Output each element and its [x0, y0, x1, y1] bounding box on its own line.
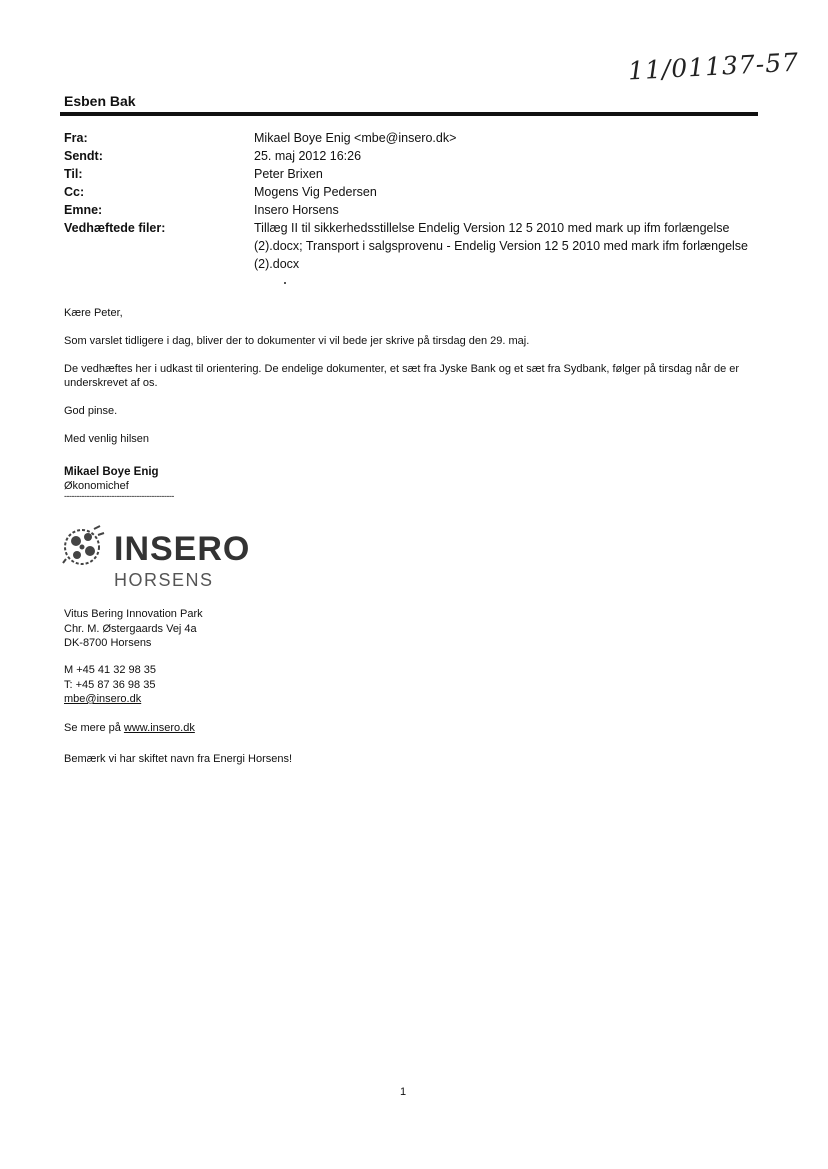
- header-value: Mogens Vig Pedersen: [254, 185, 377, 199]
- address-line: Vitus Bering Innovation Park: [64, 608, 203, 620]
- header-sent: [64, 147, 754, 165]
- mailbox-owner: Esben Bak: [64, 93, 136, 109]
- email-link[interactable]: mbe@insero.dk: [64, 693, 142, 705]
- signature-title: Økonomichef: [64, 480, 129, 492]
- header-label: Vedhæftede filer:: [64, 221, 166, 235]
- header-label: Sendt:: [64, 149, 103, 163]
- header-label: Fra:: [64, 131, 88, 145]
- header-value: Mikael Boye Enig <mbe@insero.dk>: [254, 131, 457, 145]
- header-label: Til:: [64, 167, 83, 181]
- handwritten-case-number: 11/01137-57: [627, 47, 800, 86]
- page-number: 1: [400, 1086, 407, 1098]
- website-prefix: Se mere på: [64, 722, 124, 734]
- address-line: Chr. M. Østergaards Vej 4a: [64, 622, 197, 635]
- body-paragraph: De vedhæftes her i udkast til orientering. De endelige dokumenter, et sæt fra Jyske Bank og et sæt fra Sydbank, følger på tirsdag når de er underskrevet af os.: [64, 363, 740, 389]
- mobile-number: M +45 41 32 98 35: [64, 664, 157, 676]
- header-subject: [64, 201, 754, 219]
- header-value: 25. maj 2012 16:26: [254, 149, 362, 163]
- body-paragraph: God pinse.: [64, 405, 118, 417]
- rename-note: Bemærk vi har skiftet navn fra Energi Horsens!: [64, 753, 293, 765]
- logo-subtitle: HORSENS: [114, 570, 214, 590]
- email-body: [64, 306, 764, 460]
- scan-speck: [284, 282, 286, 284]
- header-cc: [64, 183, 754, 201]
- website-link[interactable]: www.insero.dk: [123, 722, 195, 734]
- insero-logo-icon: [60, 523, 108, 574]
- header-value: Peter Brixen: [254, 167, 323, 181]
- signature-divider: --------------------------------------------: [64, 491, 174, 501]
- contact-block: [64, 663, 156, 707]
- attachment-list: Tillæg II til sikkerhedsstillelse Endelig Version 12 5 2010 med mark up ifm forlængelse (2).docx; Transport i salgsprovenu - Endelig Version 12 5 2010 med mark ifm forlængelse (2).docx: [254, 221, 748, 271]
- header-rule: [60, 112, 758, 116]
- address-block: [64, 607, 203, 651]
- email-header: [64, 129, 754, 273]
- greeting: Kære Peter,: [64, 307, 123, 319]
- closing: Med venlig hilsen: [64, 433, 149, 445]
- logo-wordmark: INSERO: [114, 530, 251, 568]
- address-line: DK-8700 Horsens: [64, 637, 152, 649]
- body-paragraph: Som varslet tidligere i dag, bliver der to dokumenter vi vil bede jer skrive på tirsdag den 29. maj.: [64, 335, 530, 347]
- header-to: [64, 165, 754, 183]
- header-attachments: [64, 219, 754, 273]
- header-from: [64, 129, 754, 147]
- website-line: [64, 722, 195, 734]
- phone-number: T: +45 87 36 98 35: [64, 678, 156, 691]
- signature-name: Mikael Boye Enig: [64, 466, 159, 478]
- header-value: Insero Horsens: [254, 203, 339, 217]
- header-label: Cc:: [64, 185, 85, 199]
- header-label: Emne:: [64, 203, 103, 217]
